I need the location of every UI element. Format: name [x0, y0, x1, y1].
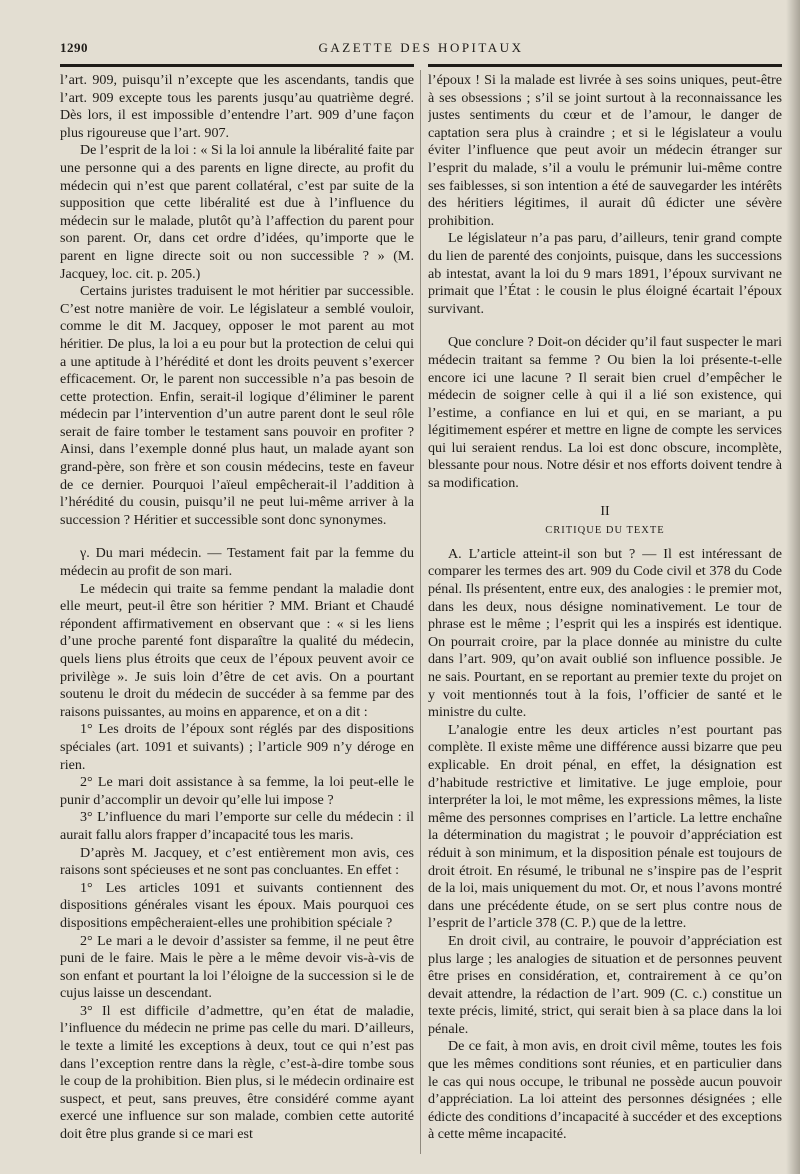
paragraph: A. L’article atteint-il son but ? — Il est intéressant de comparer les termes des art. 909 du Code civil et 378 du Code pénal. Ils présentent, entre eux, des analogies : le premier mot, dans les deux, nous désigne nominativement. Le tour de phrase est le même ; l’esprit qui les a inspirés est identique. On pourrait croire, par la place donnée au ministre du culte dans l’art. 909, qu’on avait oublié son influence possible. Je ne sais. Pourtant, en se reportant au premier texte du projet on y voit mentionnés tout à la fois, l’officier de santé et le ministre du culte.	[428, 545, 782, 721]
list-item: 1° Les droits de l’époux sont réglés par des dispositions spéciales (art. 1091 et suivants) ; l’article 909 n’y déroge en rien.	[60, 721, 414, 773]
paragraph: De l’esprit de la loi : « Si la loi annule la libéralité faite par une personne qui a des parents en ligne directe, au profit du médecin qui n’est que parent collatéral, c’est par suite de la supposition que cette libéralité est due à l’influence du médecin sur le malade, plutôt qu’à l’affection du parent pour son parent. Or, dans cet ordre d’idées, qu’importe que le parent en ligne directe soit ou non successible ? » (M. Jacquey, loc. cit. p. 205.)	[60, 142, 414, 282]
paragraph: Que conclure ? Doit-on décider qu’il faut suspecter le mari médecin traitant sa femme ? Ou bien la loi présente-t-elle encore ici une lacune ? Il serait bien cruel d’empêcher le médecin de soigner celle à qui il a lié son existence, qui l’estime, a confiance en lui et qui, en se mariant, a pu légitimement espérer et mettre en ligne de compte les services qui lui seraient rendus. La loi est donc obscure, incomplète, blessante pour nous. Notre désir et nos efforts doivent tendre à sa modification.	[428, 334, 782, 492]
list-item: 3° Il est difficile d’admettre, qu’en état de maladie, l’influence du médecin ne prime pas celle du mari. D’ailleurs, le texte a limité les exceptions à deux, tout ce qui n’est pas dans l’exception rentre dans la règle, c’est-à-dire tombe sous le coup de la prohibition. Bien plus, si le médecin ordinaire est suspect, et peut, sans preuves, être considéré comme ayant exercé une influence sur son malade, combien cette autorité doit être plus grande si ce mari est	[60, 1002, 414, 1143]
page-number: 1290	[60, 40, 88, 55]
paragraph: Le législateur n’a pas paru, d’ailleurs, tenir grand compte du lien de parenté des conjoints, puisque, dans les successions ab intestat, avant la loi du 9 mars 1891, l’époux survivant ne primait que l’État : le cousin le plus éloigné écartait l’époux survivant.	[428, 230, 782, 317]
list-item: 2° Le mari doit assistance à sa femme, la loi peut-elle le punir d’accomplir un devoir qu’elle lui impose ?	[60, 774, 414, 808]
section-title: CRITIQUE DU TEXTE	[545, 525, 665, 537]
paragraph: Le médecin qui traite sa femme pendant la maladie dont elle meurt, peut-il être son héritier ? MM. Briant et Chaudé répondent affirmativement en observant que : « si les liens d’une proche parenté font disparaître la qualité du médecin, quels liens plus étroits que ceux de l’époux peuvent avoir ce privilège ». Je suis loin d’être de cet avis. On a pourtant soutenu le droit du médecin de succéder à sa femme par des raisons puissantes, au moins en apparence, et on a dit :	[60, 580, 414, 720]
journal-title: GAZETTE DES HOPITAUX	[318, 40, 524, 55]
section-number: II	[600, 503, 610, 519]
list-item: 2° Le mari a le devoir d’assister sa femme, il ne peut être puni de le faire. Mais le père a le même devoir vis-à-vis de son enfant et pourtant la loi l’éloigne de la succession si le de cujus laisse un descendant.	[60, 932, 414, 1002]
list-item: 1° Les articles 1091 et suivants contiennent des dispositions générales visant les époux. Mais pourquoi ces dispositions empêcheraient-elles une prohibition spéciale ?	[60, 879, 414, 931]
paragraph: En droit civil, au contraire, le pouvoir d’appréciation est plus large ; les analogies de situation et de personnes peuvent être prises en considération, et, contrairement à ce qu’on devait attendre, la rédaction de l’art. 909 (C. c.) constitue un texte précis, limité, strict, qui serait bien à sa place dans la loi pénale.	[428, 932, 782, 1037]
paragraph: D’après M. Jacquey, et c’est entièrement mon avis, ces raisons sont spécieuses et ne sont pas concluantes. En effet :	[60, 844, 414, 879]
paragraph: Certains juristes traduisent le mot héritier par successible. C’est notre manière de voir. Le législateur a semblé vouloir, comme le dit M. Jacquey, opposer le mot parent au mot héritier. De plus, la loi a eu pour but la protection de celui qui a une aptitude à l’hérédité et dont les droits peuvent s’exercer efficacement. Or, le parent non successible n’a pas besoin de cette protection. Enfin, serait-il logique d’éliminer le parent médecin par l’intervention d’un autre parent dont le seul rôle serait de faire tomber le testament sans pouvoir en profiter ? Ainsi, dans l’exemple donné plus haut, un malade ayant son grand-père, son frère et son cousin médecins, teste en faveur de ce dernier. Pourquoi l’aïeul empêcherait-il l’addition à l’hérédité du cousin, puisqu’il ne peut lui-même arriver à la succession ? Héritier et successible sont donc synonymes.	[60, 283, 414, 528]
paragraph: l’art. 909, puisqu’il n’excepte que les ascendants, tandis que l’art. 909 excepte tous les parents jusqu’au quatrième degré. Dès lors, il est impossible d’entendre l’art. 909 d’une façon plus rigoureuse que l’art. 907.	[60, 72, 414, 141]
list-item: 3° L’influence du mari l’emporte sur celle du médecin : il aurait fallu alors frapper d’incapacité tous les maris.	[60, 809, 414, 843]
header-rule-right	[428, 64, 782, 67]
header-rule-left	[60, 64, 414, 67]
left-column	[60, 72, 414, 1152]
paragraph: De ce fait, à mon avis, en droit civil même, toutes les fois que les mêmes conditions sont réunies, et en particulier dans le cas qui nous occupe, le tribunal ne possède aucun pouvoir d’appréciation. La loi atteint des personnes désignées ; elle édicte des conditions d’incapacité à succéder et des exceptions à cette même incapacité.	[428, 1038, 782, 1143]
right-column	[428, 72, 782, 1152]
paragraph: l’époux ! Si la malade est livrée à ses soins uniques, peut-être à ses obsessions ; s’il se joint surtout à la reconnaissance les justes sentiments du cœur et de l’amour, le danger de captation sera plus à craindre ; et si le législateur a voulu éviter l’influence que peut avoir un médecin étranger sur l’esprit du malade, s’il a voulu le prémunir lui-même contre ses faiblesses, si son intention a été de sauvegarder les intérêts des héritiers légitimes, il aurait dû édicter une sévère prohibition.	[428, 72, 782, 229]
paragraph: L’analogie entre les deux articles n’est pourtant pas complète. Il existe même une différence aussi bizarre que peu explicable. En droit pénal, en effet, la désignation est d’habitude restrictive et limitative. Le juge emploie, pour interpréter la loi, le mot même, les expressions mêmes, la liste même des personnes comprises en l’article. La lettre enchaîne la détermination du magistrat ; le pouvoir d’appréciation est réduit à son minimum, et la disposition pénale est toujours de droit étroit. En résumé, le tribunal ne s’inspire pas de l’esprit de la loi, mais uniquement du mot. Or, et nous l’avons montré dans une précédente étude, on se sert plus contre nous de l’esprit de l’article 378 (C. P.) que de la lettre.	[428, 721, 782, 932]
page-edge-shadow	[786, 0, 800, 1174]
column-divider	[420, 70, 421, 1154]
subheading-paragraph: γ. Du mari médecin. — Testament fait par la femme du médecin au profit de son mari.	[60, 545, 414, 580]
page-header	[60, 34, 782, 58]
